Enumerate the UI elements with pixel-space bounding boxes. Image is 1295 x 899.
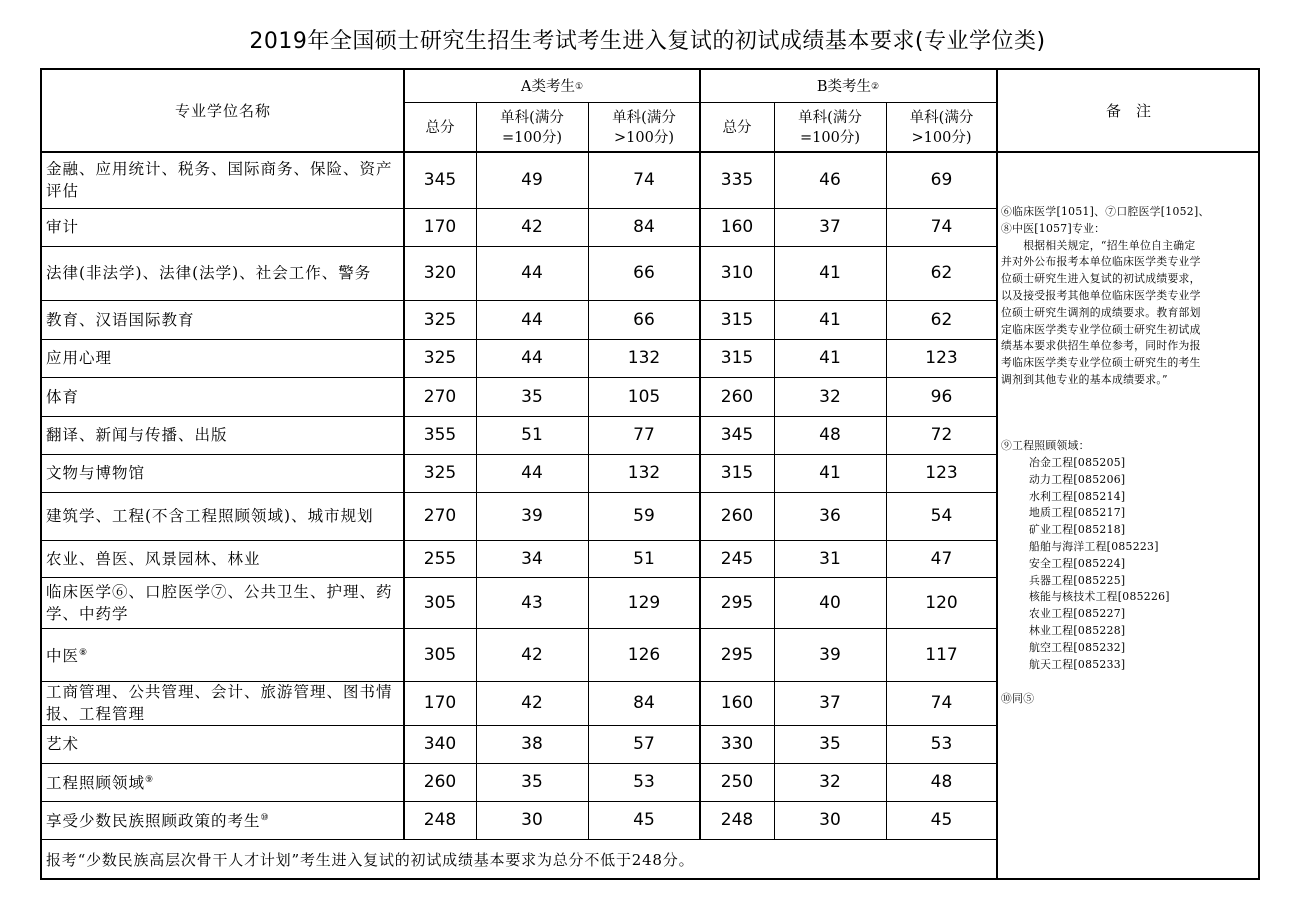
- score-b-singlegt100: 123: [925, 348, 958, 368]
- score-b-single100: 39: [819, 644, 841, 665]
- page-title: 2019年全国硕士研究生招生考试考生进入复试的初试成绩基本要求(专业学位类): [249, 29, 1046, 54]
- score-b-total: 310: [720, 263, 754, 283]
- score-a-single100: 42: [521, 644, 543, 665]
- score-b-single100: 32: [819, 386, 841, 407]
- score-b-singlegt100: 53: [930, 734, 953, 754]
- major-name: [42, 339, 404, 377]
- major-name-text: 享受少数民族照顾政策的考生⑩: [46, 812, 270, 831]
- score-b-singlegt100: 74: [930, 693, 953, 713]
- score-a-total: 270: [423, 506, 457, 526]
- engineering-field-item: 地质工程[085217]: [1029, 506, 1126, 520]
- score-b-single100: 37: [819, 217, 841, 237]
- score-a-total: 355: [423, 425, 457, 445]
- header-a-single100: [476, 103, 588, 152]
- score-a-single100: 35: [521, 386, 543, 407]
- score-a-singlegt100: 129: [627, 592, 661, 613]
- header-group-a: [404, 70, 700, 103]
- score-a-total: 325: [423, 348, 457, 368]
- engineering-field-item: 安全工程[085224]: [1029, 556, 1126, 570]
- score-a-total: 248: [423, 810, 457, 830]
- score-b-single100: 41: [819, 309, 841, 330]
- score-b-total: 248: [720, 810, 754, 830]
- major-name: [42, 377, 404, 416]
- score-a-singlegt100: 66: [633, 309, 655, 330]
- score-a-single100: 42: [521, 693, 543, 713]
- major-name-text: 文物与博物馆: [46, 464, 146, 482]
- major-name: [42, 801, 404, 839]
- score-b-total: 295: [720, 592, 754, 613]
- major-name: [42, 246, 404, 300]
- engineering-field-item: 航天工程[085233]: [1029, 657, 1126, 671]
- engineering-field-item: 核能与核技术工程[085226]: [1029, 590, 1170, 604]
- score-b-total: 335: [720, 170, 754, 190]
- engineering-field-item: 船舶与海洋工程[085223]: [1029, 540, 1159, 553]
- note-minority: ⑩同⑤: [1001, 692, 1035, 705]
- score-b-single100: 31: [819, 548, 841, 569]
- score-a-total: 305: [423, 592, 457, 613]
- score-b-singlegt100: 72: [930, 425, 953, 445]
- major-name-text: 应用心理: [46, 349, 113, 367]
- major-name-text: 法律(非法学)、法律(法学)、社会工作、警务: [46, 264, 372, 282]
- footnote-mark: ⑩: [260, 813, 270, 824]
- score-b-single100: 32: [819, 772, 841, 792]
- major-name-text: 翻译、新闻与传播、出版: [46, 426, 228, 444]
- major-name: [42, 628, 404, 681]
- score-a-singlegt100: 126: [627, 644, 661, 665]
- score-b-total: 315: [720, 463, 754, 483]
- score-a-singlegt100: 132: [627, 463, 661, 483]
- major-name: [42, 725, 404, 763]
- score-b-singlegt100: 120: [925, 592, 958, 613]
- score-a-singlegt100: 53: [633, 772, 655, 792]
- score-b-singlegt100: 45: [930, 810, 953, 830]
- a-single100-l1: 单科(满分: [500, 109, 564, 126]
- b-total-label: 总分: [722, 119, 752, 136]
- a-single100-l2: =100分): [502, 129, 562, 146]
- score-a-singlegt100: 45: [633, 810, 655, 830]
- score-a-total: 325: [423, 463, 457, 483]
- score-b-single100: 40: [819, 592, 841, 613]
- score-a-single100: 42: [521, 217, 543, 237]
- engineering-field-item: 冶金工程[085205]: [1029, 456, 1126, 469]
- score-a-total: 340: [423, 734, 457, 754]
- engineering-field-item: 动力工程[085206]: [1029, 472, 1126, 486]
- score-a-total: 325: [423, 309, 457, 330]
- major-name-text: 临床医学⑥、口腔医学⑦、公共卫生、护理、药学、中药学: [46, 582, 393, 623]
- score-b-total: 315: [720, 309, 754, 330]
- score-b-singlegt100: 74: [930, 217, 953, 237]
- note-medical: ⑥临床医学[1051]、⑦口腔医学[1052]、 ⑧中医[1057]专业： 根据相关规定，“招生单位自主确定 并对外公布报考本单位临床医学类专业学 位硕士研究生进入复试的初试成绩要求， 以及接受报考其他单位临床医学类专业学 位硕士研究生调剂的成绩要求。教育部划 定临床医学类专业学位硕士研究生初试成 绩基本要求供招生单位参考，同时作为报 考临床医学类专业学位硕士研究生的考生 调剂到其他专业的基本成绩要求。”: [1001, 205, 1210, 386]
- score-b-singlegt100: 54: [930, 506, 953, 526]
- score-a-singlegt100: 77: [633, 425, 655, 445]
- score-a-single100: 34: [521, 548, 543, 569]
- header-b-single100: [774, 103, 886, 152]
- b-singlegt100-l2: >100分): [911, 129, 972, 146]
- b-single100-l2: =100分): [800, 129, 860, 146]
- major-name: [42, 763, 404, 801]
- engineering-field-item: 水利工程[085214]: [1029, 489, 1126, 503]
- header-group-b: [700, 70, 996, 103]
- score-a-total: 170: [423, 217, 457, 237]
- score-b-total: 330: [720, 734, 754, 754]
- major-name-text: 工商管理、公共管理、会计、旅游管理、图书情报、工程管理: [46, 683, 393, 723]
- a-total-label: 总分: [425, 119, 455, 136]
- score-b-single100: 46: [819, 170, 841, 190]
- score-b-singlegt100: 123: [925, 463, 958, 483]
- score-a-singlegt100: 132: [627, 348, 661, 368]
- score-a-singlegt100: 66: [633, 263, 655, 283]
- score-a-single100: 35: [521, 772, 543, 792]
- score-b-single100: 41: [819, 263, 841, 283]
- major-name: [42, 577, 404, 628]
- major-name: [42, 300, 404, 339]
- score-b-singlegt100: 96: [930, 386, 953, 407]
- header-a-total: [404, 103, 476, 152]
- major-name: [42, 208, 404, 246]
- score-b-single100: 35: [819, 734, 841, 754]
- major-name: [42, 416, 404, 454]
- score-b-single100: 48: [819, 425, 841, 445]
- score-a-total: 305: [423, 644, 457, 665]
- score-a-singlegt100: 59: [633, 506, 655, 526]
- engineering-field-item: 林业工程[085228]: [1029, 624, 1126, 637]
- score-a-single100: 44: [521, 309, 543, 330]
- score-a-single100: 38: [521, 734, 543, 754]
- score-a-singlegt100: 84: [633, 693, 655, 713]
- score-a-total: 255: [423, 548, 457, 569]
- score-a-single100: 44: [521, 263, 543, 283]
- score-b-total: 295: [720, 644, 754, 665]
- major-name-text: 金融、应用统计、税务、国际商务、保险、资产评估: [46, 160, 393, 200]
- score-a-singlegt100: 84: [633, 217, 655, 237]
- note-engineering-title: ⑨工程照顾领域：: [1001, 439, 1090, 452]
- major-name: [42, 492, 404, 540]
- score-b-single100: 30: [819, 810, 841, 830]
- footnote-mark: ⑨: [145, 775, 155, 786]
- header-a-singlegt100: [588, 103, 700, 152]
- header-major: [42, 70, 404, 152]
- score-a-total: 270: [423, 386, 457, 407]
- score-a-single100: 39: [521, 506, 543, 526]
- score-a-total: 320: [423, 263, 457, 283]
- score-a-total: 260: [423, 772, 457, 792]
- a-singlegt100-l2: >100分): [614, 129, 674, 146]
- score-b-total: 345: [720, 425, 754, 445]
- major-name: [42, 540, 404, 577]
- score-b-singlegt100: 48: [930, 772, 953, 792]
- engineering-field-item: 农业工程[085227]: [1029, 607, 1126, 621]
- remarks-label: 备 注: [1105, 102, 1151, 120]
- major-name-text: 工程照顾领域⑨: [46, 774, 155, 793]
- footer-note: 报考“少数民族高层次骨干人才计划”考生进入复试的初试成绩基本要求为总分不低于248分。: [46, 851, 695, 869]
- score-b-single100: 37: [819, 693, 841, 713]
- b-single100-l1: 单科(满分: [798, 109, 862, 126]
- major-name: [42, 454, 404, 492]
- row-divider: [40, 839, 998, 840]
- group-a-mark: ①: [574, 81, 584, 92]
- score-b-total: 260: [720, 506, 754, 526]
- score-b-total: 245: [720, 548, 754, 569]
- major-name-text: 艺术: [46, 735, 80, 753]
- score-a-single100: 44: [521, 463, 543, 483]
- major-name-text: 农业、兽医、风景园林、林业: [46, 549, 261, 568]
- score-a-total: 345: [423, 170, 457, 190]
- score-a-single100: 44: [521, 348, 543, 368]
- score-b-total: 160: [720, 693, 754, 713]
- b-singlegt100-l1: 单科(满分: [909, 109, 974, 126]
- a-singlegt100-l1: 单科(满分: [612, 109, 676, 126]
- score-b-total: 260: [720, 386, 754, 407]
- major-name-text: 体育: [46, 387, 80, 406]
- score-a-singlegt100: 51: [633, 548, 655, 569]
- major-name-text: 审计: [46, 218, 80, 236]
- score-a-total: 170: [423, 693, 457, 713]
- score-b-total: 250: [720, 772, 754, 792]
- score-a-single100: 30: [521, 810, 543, 830]
- score-b-singlegt100: 117: [925, 644, 958, 665]
- score-b-total: 315: [720, 348, 754, 368]
- score-a-single100: 43: [521, 592, 543, 613]
- score-a-singlegt100: 57: [633, 734, 655, 754]
- score-a-single100: 49: [521, 170, 543, 190]
- header-remarks: [997, 70, 1260, 152]
- score-b-total: 160: [720, 217, 754, 237]
- score-a-singlegt100: 74: [633, 170, 655, 190]
- header-major-label: 专业学位名称: [174, 102, 271, 120]
- score-b-single100: 41: [819, 348, 841, 368]
- score-b-singlegt100: 47: [930, 548, 953, 569]
- header-b-singlegt100: [886, 103, 997, 152]
- score-b-singlegt100: 62: [930, 309, 953, 330]
- major-name-text: 中医⑧: [46, 647, 89, 666]
- group-b-label: B类考生: [816, 78, 872, 95]
- major-name: [42, 152, 404, 208]
- score-b-single100: 36: [819, 506, 841, 526]
- major-name: [42, 681, 404, 725]
- major-name-text: 建筑学、工程(不含工程照顾领域)、城市规划: [46, 507, 374, 525]
- score-b-single100: 41: [819, 463, 841, 483]
- engineering-field-item: 兵器工程[085225]: [1029, 573, 1126, 587]
- engineering-field-item: 航空工程[085232]: [1029, 640, 1126, 654]
- score-b-singlegt100: 69: [930, 170, 953, 190]
- engineering-field-item: 矿业工程[085218]: [1029, 523, 1126, 537]
- score-b-singlegt100: 62: [930, 263, 953, 283]
- footnote-mark: ⑧: [79, 647, 89, 658]
- group-b-mark: ②: [871, 81, 880, 92]
- score-a-single100: 51: [521, 425, 543, 445]
- major-name-text: 教育、汉语国际教育: [46, 310, 195, 329]
- score-a-singlegt100: 105: [627, 386, 661, 407]
- header-b-total: [700, 103, 774, 152]
- group-a-label: A类考生: [520, 78, 575, 95]
